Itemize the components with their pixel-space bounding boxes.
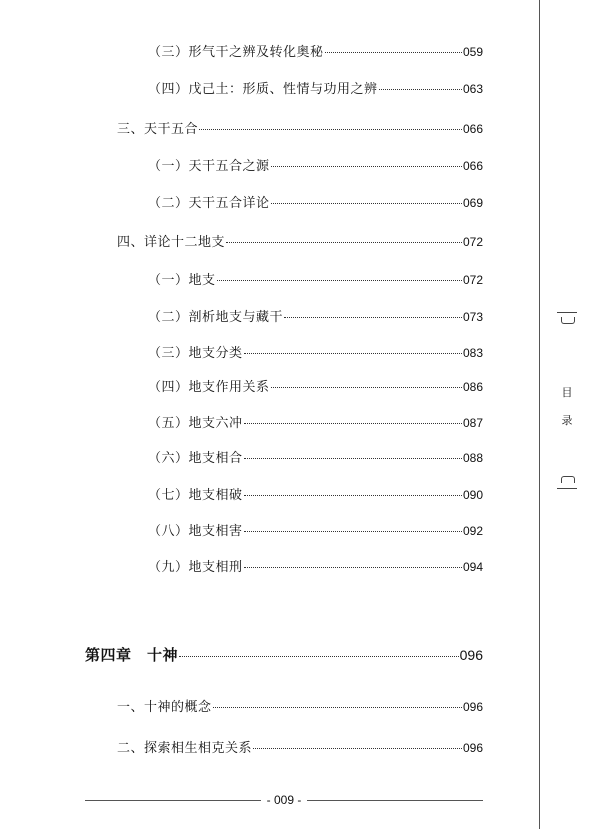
toc-entry-title: 一、十神的概念 [117, 700, 212, 715]
side-label-mu: 目 [561, 386, 573, 399]
toc-entry-title: 三、天干五合 [117, 122, 199, 137]
toc-chapter-entry[interactable] [85, 646, 483, 664]
toc-entry-page: 096 [462, 700, 483, 714]
toc-entry-title: （一）天干五合之源 [148, 159, 270, 174]
toc-leader [271, 386, 462, 388]
toc-leader [244, 530, 462, 532]
toc-entry-page: 083 [462, 346, 483, 360]
page-footer [85, 790, 483, 810]
toc-entry-title: （七）地支相破 [148, 488, 243, 503]
toc-entry[interactable] [148, 486, 483, 505]
toc-leader [244, 352, 462, 354]
toc-entry-title: （四）戊己土：形质、性情与功用之辨 [148, 82, 378, 97]
toc-leader [244, 457, 462, 459]
toc-entry-title: （一）地支 [148, 273, 216, 288]
toc-entry[interactable] [148, 558, 483, 577]
toc-entry-page: 066 [462, 122, 483, 136]
toc-entry[interactable] [117, 233, 483, 252]
toc-entry[interactable] [148, 80, 483, 99]
toc-entry[interactable] [117, 739, 483, 758]
toc-entry-title: 第四章 十神 [85, 646, 179, 664]
toc-leader [284, 316, 462, 318]
toc-entry-title: （五）地支六冲 [148, 416, 243, 431]
side-ornament-bottom [557, 474, 577, 489]
toc-leader [244, 494, 462, 496]
toc-entry-page: 092 [462, 524, 483, 538]
toc-entry-page: 094 [462, 560, 483, 574]
toc-entry-title: （八）地支相害 [148, 524, 243, 539]
toc-leader [271, 165, 462, 167]
toc-entry-page: 069 [462, 196, 483, 210]
toc-leader [325, 51, 462, 53]
toc-leader [244, 422, 462, 424]
toc-entry[interactable] [148, 344, 483, 363]
toc-entry-title: （六）地支相合 [148, 451, 243, 466]
toc-entry-page: 096 [459, 647, 483, 663]
toc-entry-page: 096 [462, 741, 483, 755]
toc-entry-page: 088 [462, 451, 483, 465]
toc-leader [253, 747, 462, 749]
toc-entry[interactable] [148, 308, 483, 327]
footer-rule-left [85, 800, 261, 801]
toc-entry-title: （二）剖析地支与藏干 [148, 310, 284, 325]
toc-entry[interactable] [148, 414, 483, 433]
toc-entry[interactable] [148, 157, 483, 176]
toc-entry[interactable] [148, 449, 483, 468]
toc-entry[interactable] [148, 378, 483, 397]
toc-entry-page: 086 [462, 380, 483, 394]
toc-entry[interactable] [148, 271, 483, 290]
toc-entry-page: 066 [462, 159, 483, 173]
toc-entry[interactable] [117, 120, 483, 139]
toc-entry-title: （三）地支分类 [148, 346, 243, 361]
toc-entry[interactable] [148, 522, 483, 541]
toc-entry-page: 090 [462, 488, 483, 502]
toc-entry-title: （九）地支相刑 [148, 560, 243, 575]
toc-leader [244, 566, 462, 568]
toc-entry-page: 072 [462, 235, 483, 249]
toc-leader [226, 241, 462, 243]
toc-leader [217, 279, 462, 281]
toc-entry-title: （四）地支作用关系 [148, 380, 270, 395]
side-ornament-top [557, 312, 577, 327]
toc-entry[interactable] [148, 43, 483, 62]
toc-entry-title: （二）天干五合详论 [148, 196, 270, 211]
toc-entry[interactable] [117, 698, 483, 717]
toc-leader [213, 706, 462, 708]
toc-leader [179, 655, 459, 657]
page-number: - 009 - [266, 793, 302, 807]
toc-entry-page: 073 [462, 310, 483, 324]
toc-entry-title: 二、探索相生相克关系 [117, 741, 253, 756]
side-label-lu: 录 [561, 414, 573, 427]
toc-leader [379, 88, 462, 90]
toc-leader [199, 128, 462, 130]
toc-entry-page: 072 [462, 273, 483, 287]
toc-entry[interactable] [148, 194, 483, 213]
toc-leader [271, 202, 462, 204]
toc-entry-page: 087 [462, 416, 483, 430]
margin-line [539, 0, 540, 829]
toc-entry-title: 四、详论十二地支 [117, 235, 226, 250]
toc-entry-title: （三）形气干之辨及转化奥秘 [148, 45, 324, 60]
toc-entry-page: 059 [462, 45, 483, 59]
toc-entry-page: 063 [462, 82, 483, 96]
footer-rule-right [307, 800, 483, 801]
